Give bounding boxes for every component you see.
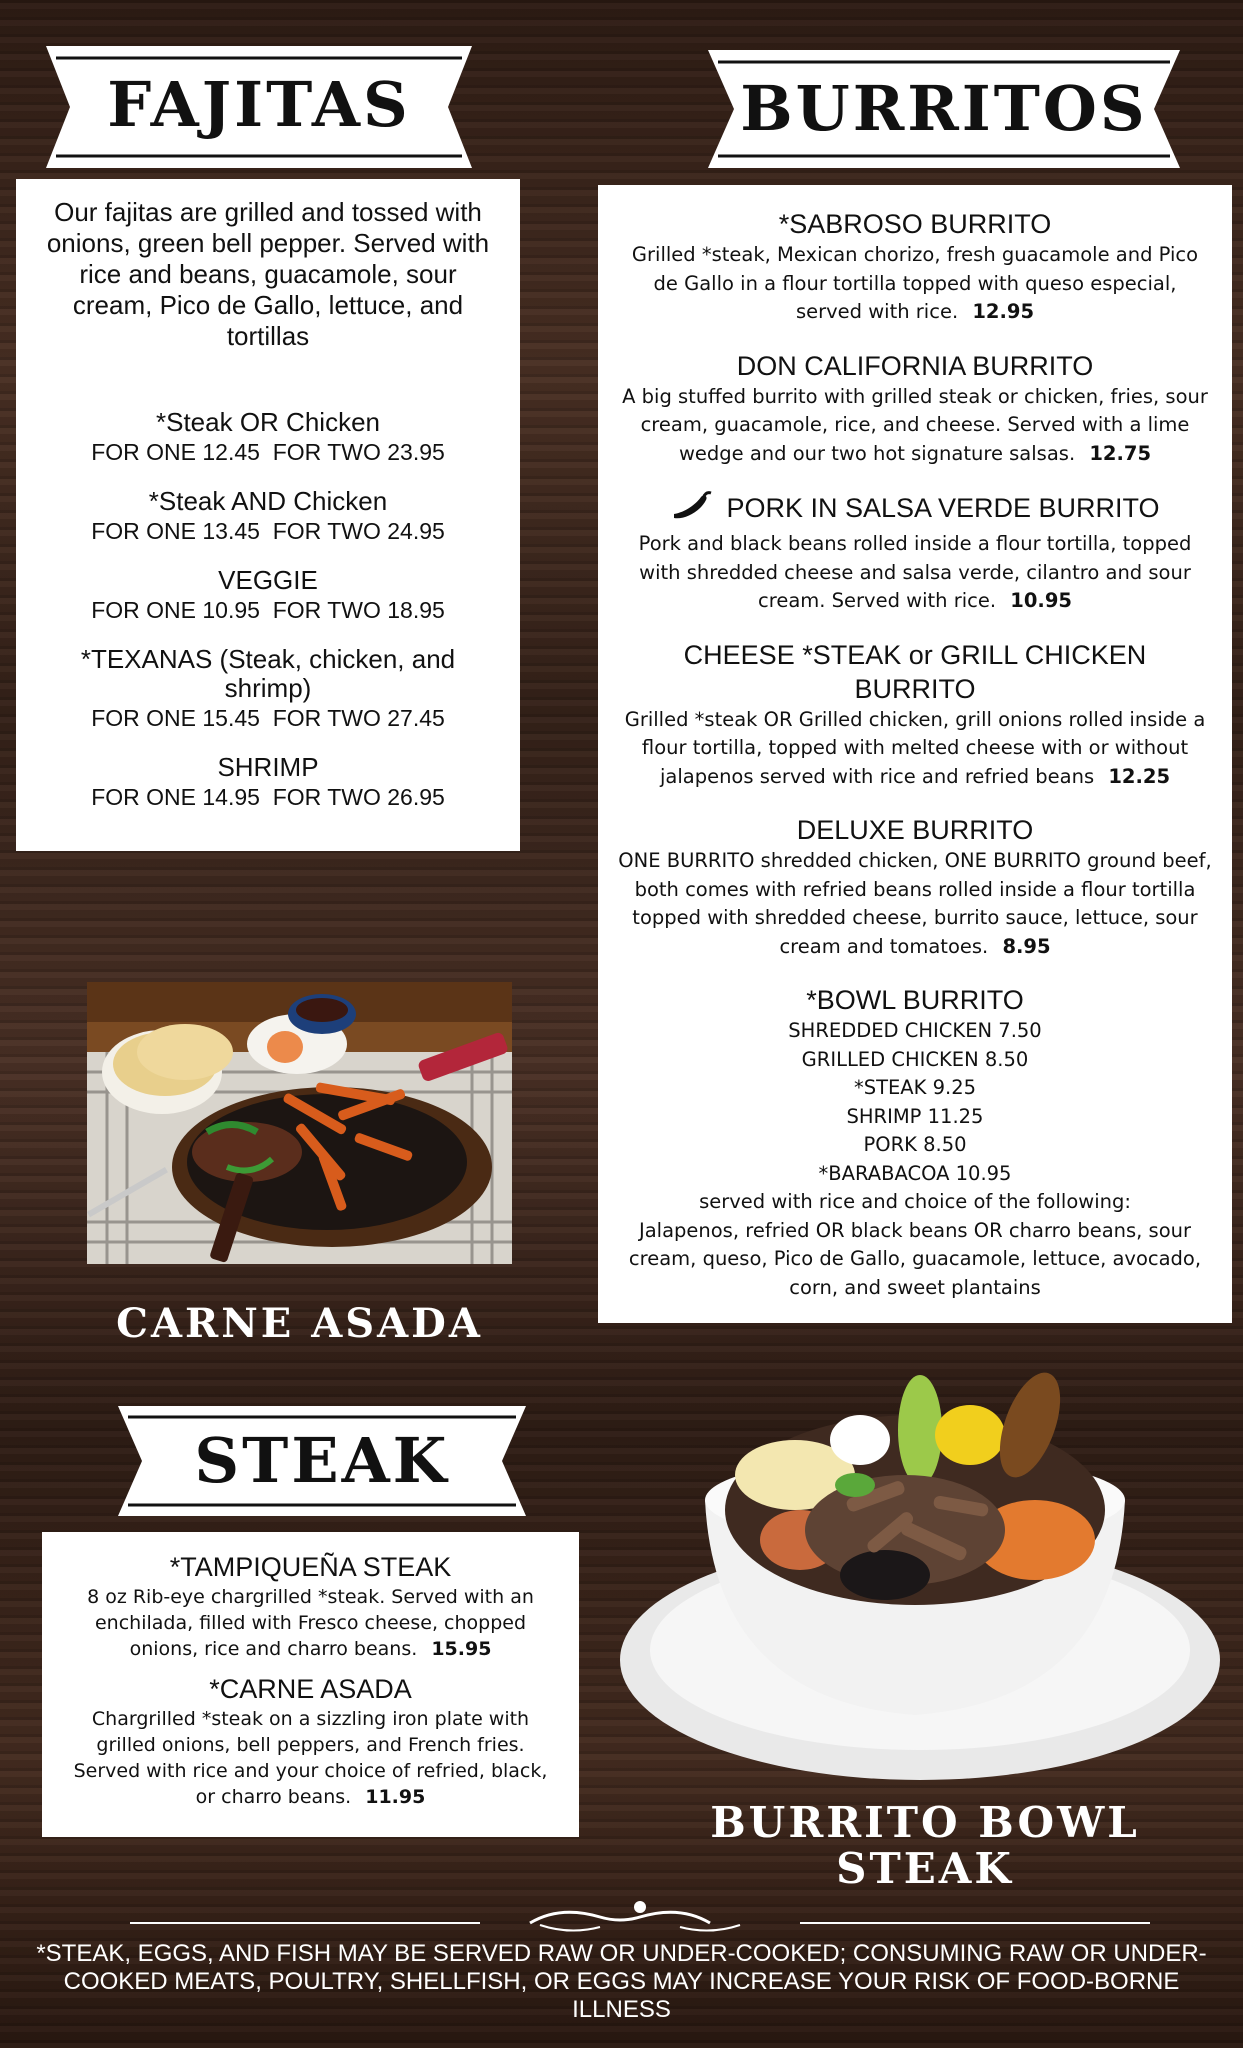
item-description — [72, 1584, 549, 1662]
option-name: *Steak OR Chicken — [156, 407, 380, 437]
option-prices: FOR ONE 15.45 FOR TWO 27.45 — [91, 705, 445, 731]
item-desc-text: Chargrilled *steak on a sizzling iron plate with grilled onions, bell peppers, and French fries. Served with rice and your choice of refried, black, or charro beans. — [73, 1708, 548, 1808]
option-name: *Steak AND Chicken — [148, 486, 388, 516]
ornament-divider — [130, 1895, 1150, 1935]
item-price: 12.95 — [972, 300, 1035, 323]
burrito-item — [598, 349, 1232, 469]
option-name: SHRIMP — [217, 752, 319, 782]
caption-line: BURRITO BOWL — [710, 1798, 1140, 1847]
steak-card — [42, 1532, 579, 1837]
fajita-option — [16, 408, 520, 467]
item-desc-text: Grilled *steak OR Grilled chicken, grill onions rolled inside a flour tortilla, topped with melted cheese with or without jalapenos served with rice and refried beans — [624, 707, 1206, 788]
fajitas-banner — [46, 46, 472, 168]
bowl-served-with: served with rice and choice of the following: — [699, 1190, 1131, 1213]
item-price: 8.95 — [1002, 934, 1051, 958]
item-description — [610, 706, 1220, 792]
steak-heading: STEAK — [194, 1424, 450, 1497]
item-description — [72, 1706, 549, 1810]
food-safety-disclaimer: *STEAK, EGGS, AND FISH MAY BE SERVED RAW OR UNDER-COOKED; CONSUMING RAW OR UNDER-COOKED MEATS, POULTRY, SHELLFISH, OR EGGS MAY INCREASE YOUR RISK OF FOOD-BORNE ILLNESS — [36, 1940, 1207, 2023]
option-prices: FOR ONE 13.45 FOR TWO 24.95 — [91, 518, 445, 544]
item-price: 11.95 — [365, 1786, 426, 1808]
item-title: DELUXE BURRITO — [796, 815, 1034, 845]
fajita-option — [16, 645, 520, 733]
item-desc-text: A big stuffed burrito with grilled steak or chicken, fries, sour cream, guacamole, rice, and cheese. Served with a lime wedge and our two hot signature salsas. — [622, 384, 1208, 465]
fajita-option — [16, 487, 520, 546]
chili-pepper-icon — [670, 490, 712, 530]
carne-asada-caption: CARNE ASADA — [116, 1300, 483, 1347]
item-title: DON CALIFORNIA BURRITO — [736, 350, 1094, 381]
item-title: *TAMPIQUEÑA STEAK — [169, 1552, 452, 1582]
item-title: CHEESE *STEAK or GRILL CHICKEN BURRITO — [683, 639, 1147, 704]
burrito-item — [598, 490, 1232, 616]
item-desc-text: 8 oz Rib-eye chargrilled *steak. Served with an enchilada, filled with Fresco cheese, chopped onions, rice and charro beans. — [87, 1586, 534, 1660]
burrito-bowl-photo — [615, 1330, 1225, 1800]
item-description — [618, 241, 1212, 327]
item-desc-text: Pork and black beans rolled inside a flour tortilla, topped with shredded cheese and salsa verde, cilantro and sour cream. Served with rice. — [638, 532, 1192, 612]
option-prices: FOR ONE 12.45 FOR TWO 23.95 — [91, 439, 445, 465]
option-name: VEGGIE — [218, 565, 318, 595]
item-title: *SABROSO BURRITO — [778, 209, 1052, 239]
item-price: 12.75 — [1089, 441, 1152, 465]
burritos-banner — [708, 50, 1180, 168]
item-description — [618, 383, 1212, 469]
burrito-item — [598, 813, 1232, 961]
burrito-item — [598, 207, 1232, 327]
fajita-option — [16, 753, 520, 812]
bowl-choices: Jalapenos, refried OR black beans OR charro beans, sour cream, queso, Pico de Gallo, guacamole, lettuce, avocado, corn, and sweet plantains — [628, 1218, 1202, 1299]
burrito-bowl-caption — [640, 1800, 1210, 1892]
burritos-card — [598, 185, 1232, 1323]
option-name: *TEXANAS (Steak, chicken, and shrimp) — [80, 644, 456, 703]
item-price: 10.95 — [1010, 589, 1072, 612]
fajitas-heading: FAJITAS — [107, 68, 411, 141]
burrito-item — [598, 638, 1232, 792]
item-desc-text: ONE BURRITO shredded chicken, ONE BURRITO ground beef, both comes with refried beans rolled inside a flour tortilla topped with shredded cheese, burrito sauce, lettuce, sour cream and tomatoes. — [618, 849, 1212, 958]
burritos-heading: BURRITOS — [740, 72, 1148, 145]
item-title: PORK IN SALSA VERDE BURRITO — [726, 493, 1160, 524]
bowl-option: *BARABACOA 10.95 — [818, 1161, 1012, 1185]
caption-line: STEAK — [836, 1844, 1014, 1893]
bowl-option: PORK 8.50 — [863, 1133, 967, 1156]
option-prices: FOR ONE 14.95 FOR TWO 26.95 — [91, 784, 445, 810]
bowl-burrito — [598, 983, 1232, 1302]
item-title: *CARNE ASADA — [209, 1674, 412, 1704]
fajita-option — [16, 566, 520, 625]
fajitas-card — [16, 179, 520, 851]
bowl-option: SHREDDED CHICKEN 7.50 — [788, 1019, 1042, 1042]
bowl-option: GRILLED CHICKEN 8.50 — [801, 1047, 1029, 1071]
item-description — [618, 847, 1212, 961]
item-desc-text: Grilled *steak, Mexican chorizo, fresh guacamole and Pico de Gallo in a flour tortilla topped with queso especial, served with rice. — [631, 243, 1199, 323]
item-description — [618, 530, 1212, 616]
carne-asada-photo — [87, 982, 512, 1264]
steak-banner — [118, 1406, 526, 1516]
item-title: *BOWL BURRITO — [806, 985, 1024, 1015]
item-price: 12.25 — [1108, 764, 1171, 788]
bowl-option: SHRIMP 11.25 — [846, 1104, 984, 1128]
option-prices: FOR ONE 10.95 FOR TWO 18.95 — [91, 597, 445, 623]
item-price: 15.95 — [431, 1638, 492, 1660]
bowl-option: *STEAK 9.25 — [853, 1076, 977, 1099]
item-title-row — [598, 490, 1232, 530]
fajitas-intro: Our fajitas are grilled and tossed with onions, green bell pepper. Served with rice and beans, guacamole, sour cream, Pico de Gallo, lettuce, and tortillas — [46, 197, 490, 351]
